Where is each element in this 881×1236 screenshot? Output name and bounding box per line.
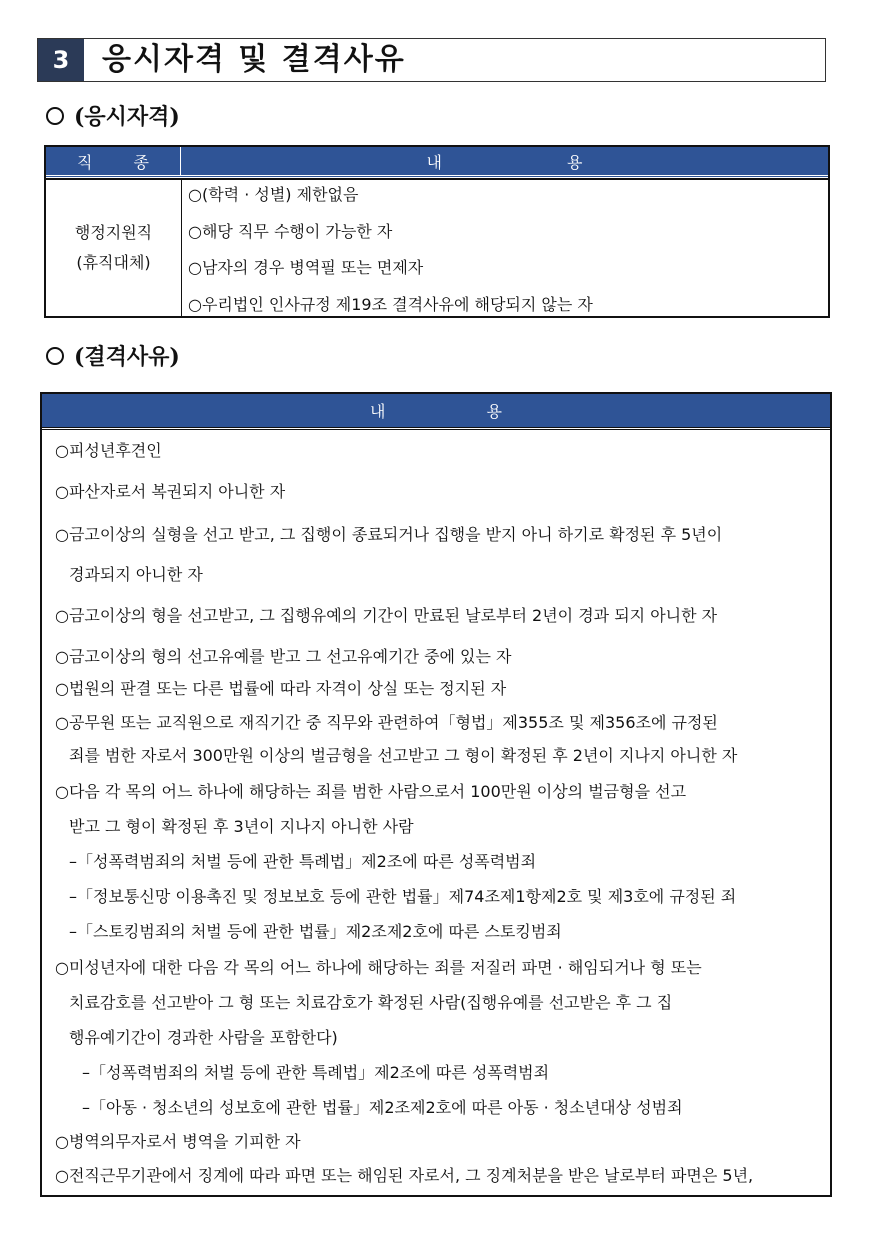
list-item: ○다음 각 목의 어느 하나에 해당하는 죄를 범한 사람으로서 100만원 이상의 벌금형을 선고: [55, 782, 687, 801]
qualification-item: ○남자의 경우 병역필 또는 면제자: [188, 258, 424, 277]
content-header: 내 용: [426, 152, 643, 172]
list-item: ○병역의무자로서 병역을 기피한 자: [55, 1132, 301, 1151]
list-item: ○미성년자에 대한 다음 각 목의 어느 하나에 해당하는 죄를 저질러 파면 · 해임되거나 형 또는: [55, 958, 702, 977]
section-title-box: [37, 38, 826, 82]
job-type-line1: 행정지원직: [74, 223, 153, 242]
job-type-header: 직 종: [46, 147, 181, 175]
list-item: ○금고이상의 실형을 선고 받고, 그 집행이 종료되거나 집행을 받지 아니 하기로 확정된 후 5년이: [55, 525, 723, 544]
qualification-item: ○해당 직무 수행이 가능한 자: [188, 222, 393, 241]
list-item: ○법원의 판결 또는 다른 법률에 따라 자격이 상실 또는 정지된 자: [55, 679, 507, 698]
list-item: ○금고이상의 형의 선고유예를 받고 그 선고유예기간 중에 있는 자: [55, 647, 512, 666]
list-item-continuation: 치료감호를 선고받아 그 형 또는 치료감호가 확정된 사람(집행유예를 선고받은 후 그 집: [69, 993, 673, 1012]
list-item: ○피성년후견인: [55, 441, 162, 460]
list-item: ○공무원 또는 교직원으로 재직기간 중 직무와 관련하여「형법」제355조 및 제356조에 규정된: [55, 713, 718, 732]
disqualifications-table-header: 내 용: [42, 394, 830, 427]
disqualifications-heading-text: (결격사유): [74, 344, 180, 370]
job-type-cell: [46, 180, 182, 316]
qualification-item: ○우리법인 인사규정 제19조 결격사유에 해당되지 않는 자: [188, 295, 593, 314]
circle-bullet-icon: [46, 107, 64, 125]
circle-bullet-icon: [46, 347, 64, 365]
list-item-continuation: 죄를 범한 자로서 300만원 이상의 벌금형을 선고받고 그 형이 확정된 후 2년이 지나지 아니한 자: [69, 746, 738, 765]
list-item-continuation: 행유예기간이 경과한 사람을 포함한다): [69, 1028, 338, 1047]
disqualifications-heading: [46, 343, 180, 371]
sub-list-item: –「정보통신망 이용촉진 및 정보보호 등에 관한 법률」제74조제1항제2호 및 제3호에 규정된 죄: [69, 887, 737, 906]
sub-list-item: –「스토킹범죄의 처벌 등에 관한 법률」제2조제2호에 따른 스토킹범죄: [69, 922, 562, 941]
section-title: 응시자격 및 결격사유: [102, 42, 406, 77]
job-type-line2: (휴직대체): [76, 253, 151, 272]
sub-list-item: –「성폭력범죄의 처벌 등에 관한 특례법」제2조에 따른 성폭력범죄: [69, 852, 537, 871]
qualifications-heading-text: (응시자격): [74, 104, 180, 130]
header-divider: [42, 427, 830, 430]
qualifications-table: [44, 145, 830, 318]
list-item-continuation: 경과되지 아니한 자: [69, 565, 203, 584]
qualification-item: ○(학력 · 성별) 제한없음: [188, 185, 359, 204]
section-number: 3: [38, 39, 84, 81]
qualifications-heading: [46, 103, 180, 131]
list-item-continuation: 받고 그 형이 확정된 후 3년이 지나지 아니한 사람: [69, 817, 414, 836]
qualification-items: [182, 180, 828, 316]
sub-list-item: –「아동 · 청소년의 성보호에 관한 법률」제2조제2호에 따른 아동 · 청소년대상 성범죄: [82, 1098, 683, 1117]
list-item: ○파산자로서 복권되지 아니한 자: [55, 482, 286, 501]
qualifications-table-header: [46, 147, 828, 178]
list-item: ○전직근무기관에서 징계에 따라 파면 또는 해임된 자로서, 그 징계처분을 받은 날로부터 파면은 5년,: [55, 1166, 754, 1185]
sub-list-item: –「성폭력범죄의 처벌 등에 관한 특례법」제2조에 따른 성폭력범죄: [82, 1063, 550, 1082]
list-item: ○금고이상의 형을 선고받고, 그 집행유예의 기간이 만료된 날로부터 2년이 경과 되지 아니한 자: [55, 606, 718, 625]
disqualifications-table: [40, 392, 832, 1197]
